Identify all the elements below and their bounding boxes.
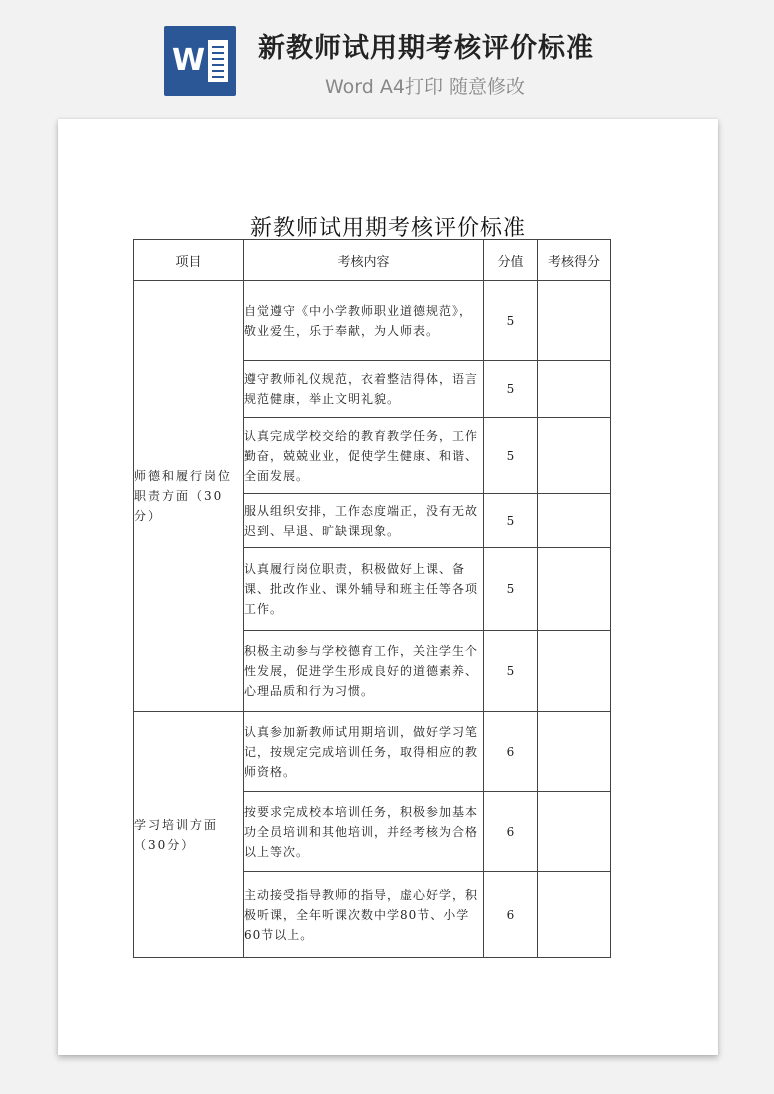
- document-lines-icon: [208, 40, 228, 82]
- preview-header: [0, 0, 774, 110]
- earned-cell[interactable]: [538, 792, 611, 872]
- score-cell: 6: [484, 872, 538, 958]
- earned-cell[interactable]: [538, 872, 611, 958]
- score-cell: 6: [484, 792, 538, 872]
- content-cell: 积极主动参与学校德育工作，关注学生个性发展，促进学生形成良好的道德素养、心理品质和行为习惯。: [244, 631, 484, 712]
- column-header-score: 分值: [484, 240, 538, 281]
- column-header-earned: 考核得分: [538, 240, 611, 281]
- earned-cell[interactable]: [538, 494, 611, 548]
- header-subtitle: Word A4打印 随意修改: [325, 76, 526, 98]
- score-cell: 5: [484, 631, 538, 712]
- earned-cell[interactable]: [538, 548, 611, 631]
- column-header-item: 项目: [134, 240, 244, 281]
- section-item-training: 学习培训方面（30分）: [134, 712, 244, 958]
- earned-cell[interactable]: [538, 712, 611, 792]
- table-row: [134, 281, 611, 361]
- table-row: [134, 712, 611, 792]
- section-item-ethics: 师德和履行岗位职责方面（30分）: [134, 281, 244, 712]
- content-cell: 遵守教师礼仪规范，衣着整洁得体，语言规范健康，举止文明礼貌。: [244, 361, 484, 418]
- content-cell: 服从组织安排，工作态度端正，没有无故迟到、早退、旷缺课现象。: [244, 494, 484, 548]
- content-cell: 主动接受指导教师的指导，虚心好学，积极听课，全年听课次数中学80节、小学60节以上。: [244, 872, 484, 958]
- score-cell: 5: [484, 361, 538, 418]
- word-icon-letter: W: [172, 43, 206, 78]
- content-cell: 自觉遵守《中小学教师职业道德规范》，敬业爱生，乐于奉献，为人师表。: [244, 281, 484, 361]
- document-title: 新教师试用期考核评价标准: [249, 216, 526, 241]
- score-cell: 5: [484, 281, 538, 361]
- column-header-content: 考核内容: [244, 240, 484, 281]
- evaluation-table: [133, 239, 611, 958]
- content-cell: 按要求完成校本培训任务，积极参加基本功全员培训和其他培训，并经考核为合格以上等次。: [244, 792, 484, 872]
- table-header-row: [134, 240, 611, 281]
- score-cell: 6: [484, 712, 538, 792]
- earned-cell[interactable]: [538, 361, 611, 418]
- score-cell: 5: [484, 418, 538, 494]
- document-page: [58, 119, 718, 1055]
- earned-cell[interactable]: [538, 418, 611, 494]
- content-cell: 认真完成学校交给的教育教学任务，工作勤奋，兢兢业业，促使学生健康、和谐、全面发展。: [244, 418, 484, 494]
- content-cell: 认真参加新教师试用期培训，做好学习笔记，按规定完成培训任务，取得相应的教师资格。: [244, 712, 484, 792]
- earned-cell[interactable]: [538, 281, 611, 361]
- header-title: 新教师试用期考核评价标准: [258, 33, 594, 64]
- score-cell: 5: [484, 494, 538, 548]
- word-document-icon: [164, 26, 236, 96]
- earned-cell[interactable]: [538, 631, 611, 712]
- score-cell: 5: [484, 548, 538, 631]
- content-cell: 认真履行岗位职责，积极做好上课、备课、批改作业、课外辅导和班主任等各项工作。: [244, 548, 484, 631]
